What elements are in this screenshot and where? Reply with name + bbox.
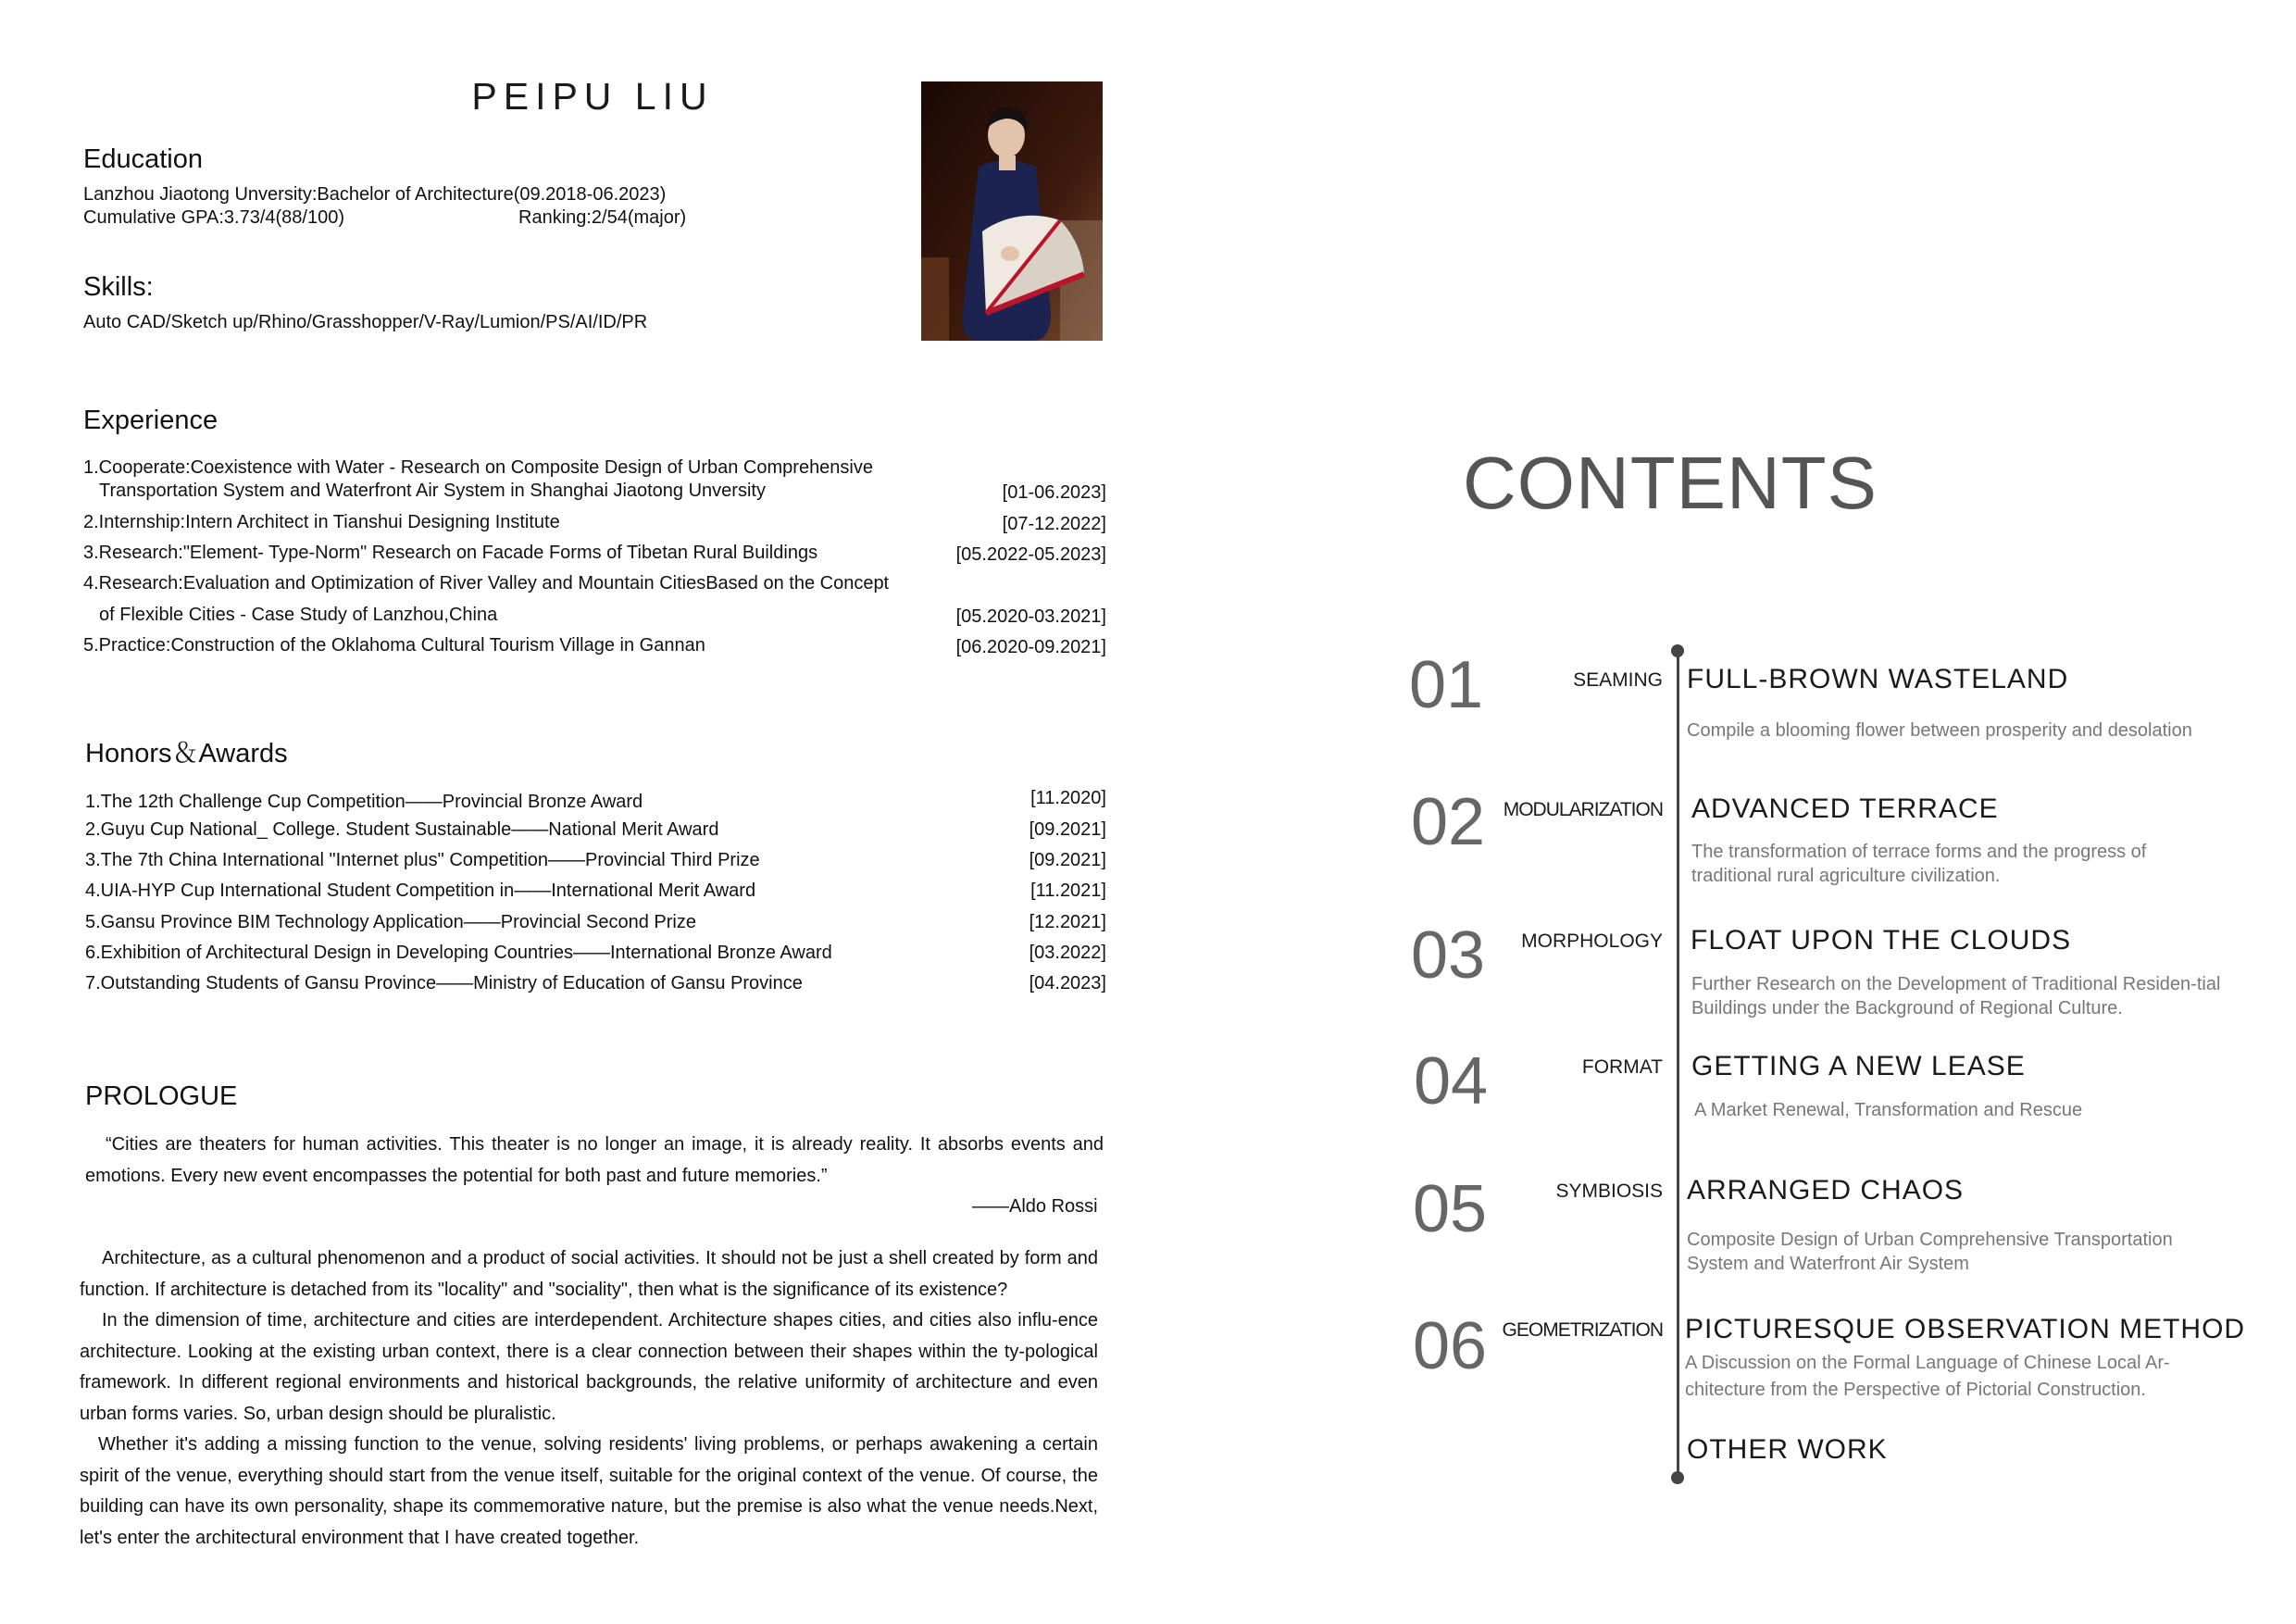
honor-item-6: 6.Exhibition of Architectural Design in Developing Countries——International Bronze Award bbox=[85, 943, 832, 963]
prologue-paragraph-2: In the dimension of time, architecture and cities are interdependent. Architecture shapes cities, and cities also influ-ence architecture. Looking at the existing urban context, there is a clear connection between their shapes within the ty-pological framework. In different regional environments and historical backgrounds, the relative uniformity of architecture and even urban forms varies. So, urban design should be pluralistic. bbox=[80, 1310, 1098, 1424]
toc-number-03: 03 bbox=[1411, 918, 1486, 993]
toc-desc-02: The transformation of terrace forms and the progress of traditional rural agriculture civilization. bbox=[1691, 842, 2147, 886]
contents-title: CONTENTS bbox=[1463, 442, 1878, 524]
toc-title-06[interactable]: PICTURESQUE OBSERVATION METHOD bbox=[1685, 1314, 2246, 1344]
prologue-quote: “Cities are theaters for human activities. This theater is no longer an image, it is already reality. It absorbs events and emotions. Every new event encompasses the potential for both past and future memories.” bbox=[85, 1134, 1104, 1186]
toc-title-02[interactable]: ADVANCED TERRACE bbox=[1691, 793, 1999, 824]
experience-item-4-date: [05.2020-03.2021] bbox=[955, 606, 1106, 627]
person-name: PEIPU LIU bbox=[471, 75, 714, 118]
honor-item-4: 4.UIA-HYP Cup International Student Competition in——International Merit Award bbox=[85, 881, 756, 901]
honors-heading: Honors＆Awards bbox=[85, 739, 288, 768]
honor-item-3: 3.The 7th China International "Internet plus" Competition——Provincial Third Prize bbox=[85, 850, 760, 870]
experience-item-1-line2: Transportation System and Waterfront Air System in Shanghai Jiaotong Unversity bbox=[99, 481, 766, 501]
honor-item-7-date: [04.2023] bbox=[1029, 973, 1106, 993]
honor-item-3-date: [09.2021] bbox=[1029, 850, 1106, 870]
experience-item-3-line1: 3.Research:"Element- Type-Norm" Research on Facade Forms of Tibetan Rural Buildings bbox=[83, 543, 818, 563]
honor-item-1: 1.The 12th Challenge Cup Competition——Provincial Bronze Award bbox=[85, 792, 643, 812]
toc-desc-04: A Market Renewal, Transformation and Rescue bbox=[1694, 1100, 2083, 1120]
education-heading: Education bbox=[83, 144, 203, 174]
toc-desc-06: A Discussion on the Formal Language of Chinese Local Ar-chitecture from the Perspective of Pictorial Construction. bbox=[1685, 1353, 2170, 1400]
experience-item-2-line1: 2.Internship:Intern Architect in Tianshui Designing Institute bbox=[83, 512, 560, 532]
prologue-paragraph-1: Architecture, as a cultural phenomenon and a product of social activities. It should not be just a shell created by form and function. If architecture is detached from its "locality" and "sociality", then what is the significance of its existence? bbox=[80, 1248, 1098, 1300]
experience-item-1-line1: 1.Cooperate:Coexistence with Water - Research on Composite Design of Urban Comprehensive bbox=[83, 457, 873, 478]
toc-title-04[interactable]: GETTING A NEW LEASE bbox=[1691, 1051, 2026, 1081]
toc-keyword-06: GEOMETRIZATION bbox=[1502, 1319, 1663, 1341]
timeline-dot-top bbox=[1671, 644, 1684, 657]
education-ranking: Ranking:2/54(major) bbox=[518, 207, 687, 228]
toc-keyword-01: SEAMING bbox=[1573, 669, 1663, 691]
toc-keyword-04: FORMAT bbox=[1581, 1056, 1663, 1078]
honor-item-7: 7.Outstanding Students of Gansu Province——Ministry of Education of Gansu Province bbox=[85, 973, 803, 993]
honor-item-5: 5.Gansu Province BIM Technology Application——Provincial Second Prize bbox=[85, 912, 696, 932]
timeline-dot-bottom bbox=[1671, 1471, 1684, 1484]
experience-item-3-date: [05.2022-05.2023] bbox=[955, 544, 1106, 565]
toc-number-01: 01 bbox=[1409, 648, 1484, 722]
honor-item-4-date: [11.2021] bbox=[1030, 881, 1106, 901]
timeline-line bbox=[1677, 653, 1679, 1480]
portrait-photo bbox=[921, 81, 1103, 341]
toc-number-05: 05 bbox=[1413, 1172, 1488, 1246]
toc-keyword-03: MORPHOLOGY bbox=[1521, 931, 1663, 952]
experience-item-1-date: [01-06.2023] bbox=[1002, 482, 1106, 503]
toc-title-05[interactable]: ARRANGED CHAOS bbox=[1687, 1175, 1965, 1206]
toc-number-06: 06 bbox=[1413, 1309, 1488, 1383]
skills-list: Auto CAD/Sketch up/Rhino/Grasshopper/V-Ray/Lumion/PS/AI/ID/PR bbox=[83, 312, 648, 332]
honor-item-2-date: [09.2021] bbox=[1029, 819, 1106, 840]
toc-desc-05: Composite Design of Urban Comprehensive Transportation System and Waterfront Air System bbox=[1687, 1230, 2173, 1274]
toc-desc-03: Further Research on the Development of Traditional Residen-tial Buildings under the Background of Regional Culture. bbox=[1691, 974, 2221, 1018]
toc-desc-01: Compile a blooming flower between prosperity and desolation bbox=[1687, 720, 2192, 741]
toc-keyword-02: MODULARIZATION bbox=[1503, 799, 1663, 820]
toc-number-04: 04 bbox=[1414, 1044, 1489, 1118]
prologue-heading: PROLOGUE bbox=[85, 1081, 238, 1111]
honor-item-6-date: [03.2022] bbox=[1029, 943, 1106, 963]
prologue-paragraph-3: Whether it's adding a missing function to the venue, solving residents' living problems, or perhaps awakening a certain spirit of the venue, everything should start from the venue itself, suitable for the original context of the venue. Of course, the building can have its own personality, shape its commemorative nature, but the premise is also what the venue needs.Next, let's enter the architectural environment that I have created together. bbox=[80, 1434, 1098, 1548]
experience-heading: Experience bbox=[83, 406, 218, 435]
toc-other-work[interactable]: OTHER WORK bbox=[1687, 1434, 1888, 1465]
experience-item-4-line1: 4.Research:Evaluation and Optimization of River Valley and Mountain CitiesBased on the Concept bbox=[83, 573, 890, 593]
honor-item-5-date: [12.2021] bbox=[1029, 912, 1106, 932]
experience-item-4-line2: of Flexible Cities - Case Study of Lanzhou,China bbox=[99, 605, 498, 625]
toc-number-02: 02 bbox=[1411, 785, 1486, 859]
honor-item-2: 2.Guyu Cup National_ College. Student Sustainable——National Merit Award bbox=[85, 819, 719, 840]
education-gpa: Cumulative GPA:3.73/4(88/100) bbox=[83, 207, 345, 228]
toc-title-01[interactable]: FULL-BROWN WASTELAND bbox=[1687, 664, 2069, 694]
portrait-illustration bbox=[921, 81, 1103, 341]
education-degree: Lanzhou Jiaotong Unversity:Bachelor of Architecture(09.2018-06.2023) bbox=[83, 184, 667, 205]
honor-item-1-date: [11.2020] bbox=[1030, 788, 1106, 808]
experience-item-5-line1: 5.Practice:Construction of the Oklahoma Cultural Tourism Village in Gannan bbox=[83, 635, 705, 656]
toc-keyword-05: SYMBIOSIS bbox=[1555, 1181, 1663, 1202]
experience-item-5-date: [06.2020-09.2021] bbox=[955, 637, 1106, 657]
experience-item-2-date: [07-12.2022] bbox=[1002, 514, 1106, 534]
skills-heading: Skills: bbox=[83, 272, 154, 302]
toc-title-03[interactable]: FLOAT UPON THE CLOUDS bbox=[1691, 925, 2072, 956]
prologue-quote-author: ——Aldo Rossi bbox=[972, 1196, 1098, 1217]
